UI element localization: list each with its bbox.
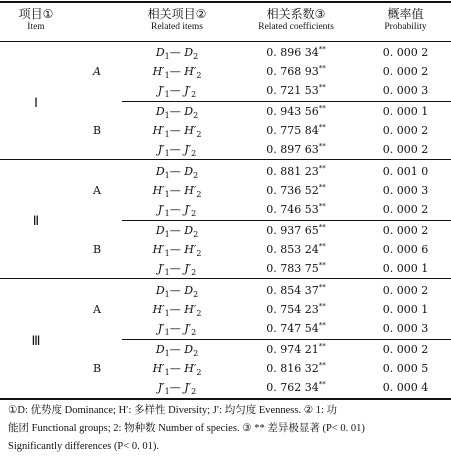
- item-separator: [0, 159, 451, 160]
- table-bottom-rule: [0, 398, 451, 400]
- coefficient-cell: 0. 747 54**: [266, 321, 326, 335]
- related-items-cell: $J'_1—$ $J'_2$: [157, 143, 197, 159]
- related-items-cell: $H'_1—$ $H'_2$: [152, 184, 202, 200]
- subgroup-label: A: [93, 184, 101, 197]
- related-items-cell: $J'_1—$ $J'_2$: [157, 84, 197, 100]
- coefficient-cell: 0. 974 21**: [266, 342, 326, 356]
- related-items-cell: $D_1—$ $D_2$: [155, 165, 199, 181]
- header-item-en: Item: [27, 22, 45, 32]
- related-items-cell: $D_1—$ $D_2$: [155, 224, 199, 240]
- probability-cell: 0. 000 2: [382, 284, 429, 297]
- footnote-line: ①D: 优势度 Dominance; H′: 多样性 Diversity; J′: 均匀度 Evenness. ② 1: 功: [8, 405, 338, 416]
- coefficient-cell: 0. 937 65**: [266, 223, 326, 237]
- coefficient-cell: 0. 896 34**: [266, 45, 326, 59]
- probability-cell: 0. 000 3: [382, 184, 429, 197]
- coefficient-cell: 0. 897 63**: [266, 142, 326, 156]
- header-coef-en: Related coefficients: [258, 22, 334, 32]
- probability-cell: 0. 000 1: [382, 262, 429, 275]
- item-label: Ⅱ: [32, 213, 40, 228]
- related-items-cell: $H'_1—$ $H'_2$: [152, 243, 202, 259]
- related-items-cell: $J'_1—$ $J'_2$: [157, 262, 197, 278]
- header-related-cn: 相关项目②: [147, 7, 207, 21]
- coefficient-cell: 0. 853 24**: [266, 242, 326, 256]
- header-prob-cn: 概率值: [387, 7, 424, 21]
- coefficient-cell: 0. 943 56**: [266, 104, 326, 118]
- probability-cell: 0. 000 2: [382, 203, 429, 216]
- probability-cell: 0. 000 2: [382, 143, 429, 156]
- probability-cell: 0. 000 2: [382, 124, 429, 137]
- header-item-cn: 项目①: [18, 7, 54, 21]
- related-items-cell: $H'_1—$ $H'_2$: [152, 124, 202, 140]
- coefficient-cell: 0. 768 93**: [266, 64, 326, 78]
- item-label: Ⅲ: [31, 333, 41, 348]
- probability-cell: 0. 000 3: [382, 322, 429, 335]
- coefficient-cell: 0. 775 84**: [266, 123, 326, 137]
- subgroup-label: B: [92, 124, 102, 137]
- probability-cell: 0. 000 1: [382, 303, 429, 316]
- related-items-cell: $D_1—$ $D_2$: [155, 343, 199, 359]
- probability-cell: 0. 000 2: [382, 46, 429, 59]
- subgroup-separator: [122, 339, 451, 340]
- coefficient-cell: 0. 736 52**: [266, 183, 326, 197]
- related-items-cell: $H'_1—$ $H'_2$: [152, 65, 202, 81]
- subgroup-label: B: [92, 243, 102, 256]
- coefficient-cell: 0. 854 37**: [266, 283, 326, 297]
- coefficient-cell: 0. 746 53**: [266, 202, 326, 216]
- coefficient-cell: 0. 721 53**: [266, 83, 326, 97]
- header-prob-en: Probability: [384, 22, 427, 32]
- header-coef-cn: 相关系数③: [266, 7, 326, 21]
- related-items-cell: $D_1—$ $D_2$: [155, 46, 199, 62]
- coefficient-cell: 0. 881 23**: [266, 164, 326, 178]
- coefficient-cell: 0. 762 34**: [266, 380, 326, 394]
- related-items-cell: $H'_1—$ $H'_2$: [152, 303, 202, 319]
- related-items-cell: $J'_1—$ $J'_2$: [157, 322, 197, 338]
- subgroup-label: A: [93, 303, 101, 316]
- subgroup-label: B: [92, 362, 102, 375]
- probability-cell: 0. 000 2: [382, 65, 429, 78]
- item-label: Ⅰ: [34, 95, 38, 110]
- coefficient-cell: 0. 783 75**: [266, 261, 326, 275]
- footnote-line: 能团 Functional groups; 2: 物种数 Number of species. ③ ** 差异极显著 (P< 0. 01): [8, 423, 365, 434]
- related-items-cell: $D_1—$ $D_2$: [155, 105, 199, 121]
- related-items-cell: $J'_1—$ $J'_2$: [157, 203, 197, 219]
- subgroup-separator: [122, 220, 451, 221]
- coefficient-cell: 0. 816 32**: [266, 361, 326, 375]
- probability-cell: 0. 000 2: [382, 224, 429, 237]
- item-separator: [0, 278, 451, 279]
- header-bottom-rule: [0, 41, 451, 42]
- probability-cell: 0. 000 5: [382, 362, 429, 375]
- subgroup-label: A: [93, 65, 101, 78]
- footnote-line: Significantly differences (P< 0. 01).: [8, 441, 159, 452]
- related-items-cell: $J'_1—$ $J'_2$: [157, 381, 197, 397]
- probability-cell: 0. 000 4: [382, 381, 429, 394]
- related-items-cell: $H'_1—$ $H'_2$: [152, 362, 202, 378]
- related-items-cell: $D_1—$ $D_2$: [155, 284, 199, 300]
- probability-cell: 0. 001 0: [382, 165, 429, 178]
- header-related-en: Related items: [151, 22, 203, 32]
- table-footnote: [8, 402, 446, 456]
- table-header: [0, 3, 451, 41]
- probability-cell: 0. 000 3: [382, 84, 429, 97]
- subgroup-separator: [122, 101, 451, 102]
- coefficient-cell: 0. 754 23**: [266, 302, 326, 316]
- probability-cell: 0. 000 6: [382, 243, 429, 256]
- probability-cell: 0. 000 2: [382, 343, 429, 356]
- probability-cell: 0. 000 1: [382, 105, 429, 118]
